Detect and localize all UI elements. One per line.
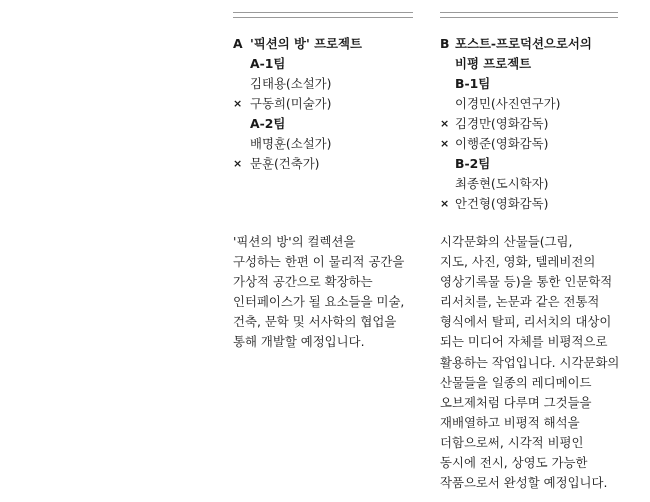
paragraph-line: '픽션의 방'의 컬렉션을 bbox=[233, 234, 356, 249]
cross-marker-icon: × bbox=[233, 97, 243, 110]
team-a1-member-2: 구동희(미술가) bbox=[250, 96, 332, 111]
column-b-title-line-2: 비평 프로젝트 bbox=[455, 56, 532, 71]
team-a2-member-1: 배명훈(소설가) bbox=[250, 136, 332, 151]
column-b-title-line-1: 포스트-프로덕션으로서의 bbox=[455, 36, 592, 51]
column-b-letter: B bbox=[440, 36, 450, 51]
team-a2-name: A-2팀 bbox=[250, 116, 286, 131]
team-b1-name: B-1팀 bbox=[455, 76, 491, 91]
paragraph-line: 활용하는 작업입니다. 시각문화의 bbox=[440, 354, 620, 370]
paragraph-line: 재배열하고 비평적 해석을 bbox=[440, 414, 580, 430]
team-a1-member-1: 김태용(소설가) bbox=[250, 76, 332, 91]
team-b2-member-2: 안건형(영화감독) bbox=[455, 196, 549, 211]
paragraph-line: 되는 미디어 자체를 비평적으로 bbox=[440, 334, 608, 350]
rule-b-1 bbox=[440, 12, 618, 13]
cross-marker-icon: × bbox=[440, 197, 450, 210]
paragraph-line: 산물들을 일종의 레디메이드 bbox=[440, 374, 592, 390]
rule-b-2 bbox=[440, 17, 618, 18]
rule-a-2 bbox=[233, 17, 413, 18]
paragraph-line: 작품으로서 완성할 예정입니다. bbox=[440, 475, 608, 491]
paragraph-line: 건축, 문학 및 서사학의 협업을 bbox=[233, 314, 397, 330]
cross-marker-icon: × bbox=[440, 117, 450, 130]
team-b1-member-2: 김경만(영화감독) bbox=[455, 116, 549, 131]
paragraph-line: 지도, 사진, 영화, 텔레비전의 bbox=[440, 254, 596, 270]
column-a-letter: A bbox=[233, 36, 243, 51]
paragraph-line: 리서치를, 논문과 같은 전통적 bbox=[440, 294, 600, 310]
paragraph-line: 시각문화의 산물들(그림, bbox=[440, 234, 573, 249]
team-b2-member-1: 최종현(도시학자) bbox=[455, 176, 549, 191]
paragraph-line: 더함으로써, 시각적 비평인 bbox=[440, 434, 584, 450]
paragraph-line: 인터페이스가 될 요소들을 미술, bbox=[233, 294, 405, 310]
column-a-description bbox=[233, 232, 404, 353]
paragraph-line: 통해 개발할 예정입니다. bbox=[233, 334, 365, 350]
cross-marker-icon: × bbox=[440, 137, 450, 150]
column-a-title: '픽션의 방' 프로젝트 bbox=[250, 36, 362, 51]
team-a2-member-2: 문훈(건축가) bbox=[250, 156, 320, 171]
team-a1-name: A-1팀 bbox=[250, 56, 286, 71]
paragraph-line: 동시에 전시, 상영도 가능한 bbox=[440, 455, 588, 471]
column-b-description bbox=[440, 232, 619, 493]
team-b1-member-1: 이경민(사진연구가) bbox=[455, 96, 561, 111]
team-b2-name: B-2팀 bbox=[455, 156, 491, 171]
paragraph-line: 오브제처럼 다루며 그것들을 bbox=[440, 394, 592, 410]
cross-marker-icon: × bbox=[233, 157, 243, 170]
paragraph-line: 가상적 공간으로 확장하는 bbox=[233, 274, 373, 290]
rule-a-1 bbox=[233, 12, 413, 13]
paragraph-line: 영상기록물 등)을 통한 인문학적 bbox=[440, 274, 613, 290]
paragraph-line: 형식에서 탈피, 리서치의 대상이 bbox=[440, 314, 612, 330]
team-b1-member-3: 이행준(영화감독) bbox=[455, 136, 549, 151]
paragraph-line: 구성하는 한편 이 물리적 공간을 bbox=[233, 254, 405, 270]
